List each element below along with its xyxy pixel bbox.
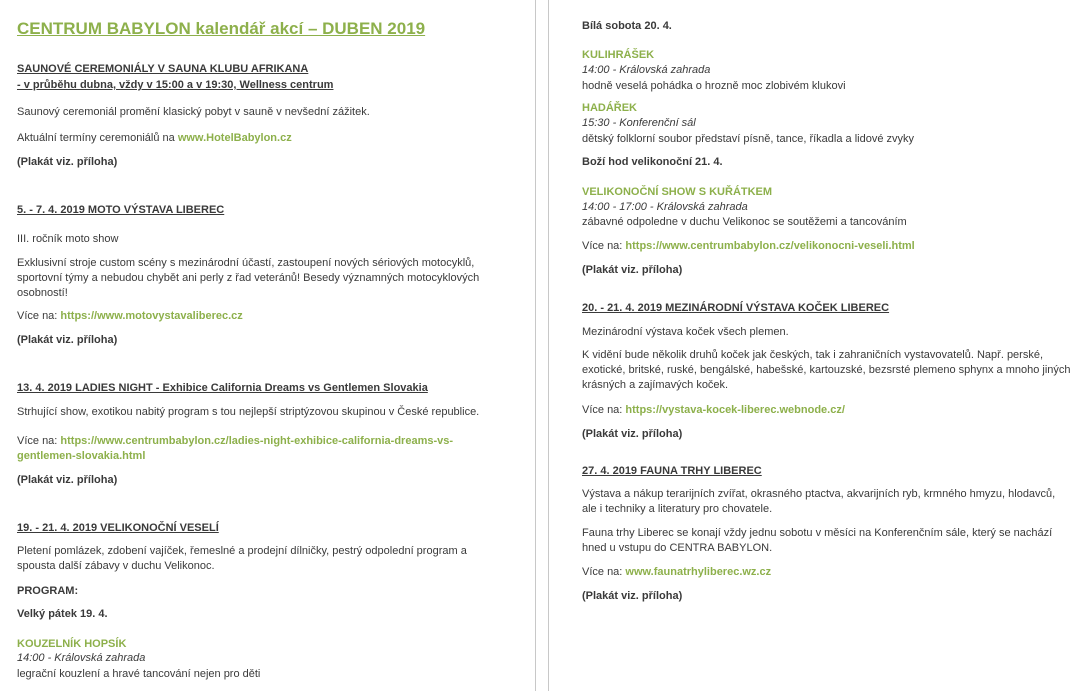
sauna-description: Saunový ceremoniál promění klasický pobyt v sauně v nevšední zážitek.	[17, 106, 370, 118]
act-time: 14:00 - Královská zahrada	[17, 652, 146, 664]
document-title: CENTRUM BABYLON kalendář akcí – DUBEN 2019	[17, 19, 426, 38]
friday-label: Velký pátek 19. 4.	[17, 608, 108, 620]
act-description: hodně veselá pohádka o hrozně moc zlobivém klukovi	[582, 80, 846, 92]
sauna-heading: SAUNOVÉ CEREMONIÁLY V SAUNA KLUBU AFRIKANA	[17, 63, 309, 75]
left-page	[17, 0, 507, 691]
easter-heading: 19. - 21. 4. 2019 VELIKONOČNÍ VESELÍ	[17, 522, 219, 534]
act-time: 14:00 - 17:00 - Královská zahrada	[582, 201, 748, 213]
easter-description: Pletení pomlázek, zdobení vajíček, řemeslné a prodejní dílničky, pestrý odpolední program a spousta další zábavy v duchu Velikonoc.	[17, 545, 467, 572]
cats-heading: 20. - 21. 4. 2019 MEZINÁRODNÍ VÝSTAVA KOČEK LIBEREC	[582, 302, 890, 314]
ladies-heading: 13. 4. 2019 LADIES NIGHT - Exhibice California Dreams vs Gentlemen Slovakia	[17, 382, 428, 394]
cats-more	[582, 403, 845, 418]
act-description: legrační kouzlení a hravé tancování nejen pro děti	[17, 668, 261, 680]
hotel-babylon-link[interactable]: www.HotelBabylon.cz	[177, 132, 292, 144]
more-prefix: Více na:	[17, 435, 61, 447]
act-name: HADÁŘEK	[582, 102, 637, 114]
cats-link[interactable]: https://vystava-kocek-liberec.webnode.cz/	[625, 404, 845, 416]
cats-description: K vidění bude několik druhů koček jak českých, tak i zahraničních vystavovatelů. Např. perské, exotické, britské, ruské, bengálské, habešské, kartouzské, bezsrsté plemeno sphynx a mnoho jiných krásných a zajímavých koček.	[582, 349, 1071, 391]
fauna-more	[582, 565, 771, 580]
moto-subtitle: III. ročník moto show	[17, 233, 119, 245]
fauna-poster-note: (Plakát viz. příloha)	[582, 590, 683, 602]
easter-poster-note: (Plakát viz. příloha)	[582, 264, 683, 276]
more-prefix: Více na:	[582, 566, 626, 578]
fauna-link[interactable]: www.faunatrhyliberec.wz.cz	[625, 566, 772, 578]
easter-link[interactable]: https://www.centrumbabylon.cz/velikonocni-veseli.html	[625, 240, 915, 252]
act-description: zábavné odpoledne v duchu Velikonoc se soutěžemi a tancováním	[582, 216, 907, 228]
moto-description: Exklusivní stroje custom scény s mezinárodní účastí, zastoupení nových sériových motocyklů, sportovní týmy a nebudou chybět ani perly z řad veteránů! Besedy významných motocyklových osobností!	[17, 257, 480, 299]
fauna-heading: 27. 4. 2019 FAUNA TRHY LIBEREC	[582, 465, 762, 477]
more-prefix: Více na:	[582, 404, 626, 416]
easter-more	[582, 239, 915, 254]
act-time: 14:00 - Královská zahrada	[582, 64, 711, 76]
fauna-description: Fauna trhy Liberec se konají vždy jednu sobotu v měsíci na Konferenčním sále, který se nachází hned u vstupu do CENTRA BABYLON.	[582, 527, 1053, 554]
more-prefix: Více na:	[582, 240, 626, 252]
saturday-label: Bílá sobota 20. 4.	[582, 20, 672, 32]
ladies-poster-note: (Plakát viz. příloha)	[17, 474, 118, 486]
page-divider	[548, 0, 549, 691]
sauna-terms	[17, 131, 292, 146]
act-time: 15:30 - Konferenční sál	[582, 117, 696, 129]
terms-prefix: Aktuální termíny ceremoniálů na	[17, 132, 178, 144]
act-name: KOUZELNÍK HOPSÍK	[17, 638, 127, 650]
moto-poster-note: (Plakát viz. příloha)	[17, 334, 118, 346]
moto-heading: 5. - 7. 4. 2019 MOTO VÝSTAVA LIBEREC	[17, 204, 225, 216]
program-label: PROGRAM:	[17, 585, 79, 597]
moto-more	[17, 309, 243, 324]
sunday-label: Boží hod velikonoční 21. 4.	[582, 156, 723, 168]
sauna-poster-note: (Plakát viz. příloha)	[17, 156, 118, 168]
more-prefix: Více na:	[17, 310, 61, 322]
sauna-subheading: - v průběhu dubna, vždy v 15:00 a v 19:30, Wellness centrum	[17, 79, 334, 91]
act-name: KULIHRÁŠEK	[582, 49, 655, 61]
cats-poster-note: (Plakát viz. příloha)	[582, 428, 683, 440]
act-description: dětský folklorní soubor představí písně, tance, říkadla a lidové zvyky	[582, 133, 914, 145]
right-page	[582, 0, 1072, 691]
moto-link[interactable]: https://www.motovystavaliberec.cz	[60, 310, 243, 322]
cats-description: Mezinárodní výstava koček všech plemen.	[582, 326, 789, 338]
ladies-description: Strhující show, exotikou nabitý program s tou nejlepší striptýzovou skupinou v České republice.	[17, 406, 480, 418]
page-divider	[535, 0, 536, 691]
ladies-more	[17, 434, 487, 464]
ladies-link[interactable]: https://www.centrumbabylon.cz/ladies-night-exhibice-california-dreams-vs-gentlemen-slovakia.html	[17, 435, 454, 462]
fauna-description: Výstava a nákup terarijních zvířat, okrasného ptactva, akvarijních ryb, krmného hmyzu, hlodavců, ale i techniky a literatury pro chovatele.	[582, 488, 1056, 515]
act-name: VELIKONOČNÍ SHOW S KUŘÁTKEM	[582, 186, 773, 198]
